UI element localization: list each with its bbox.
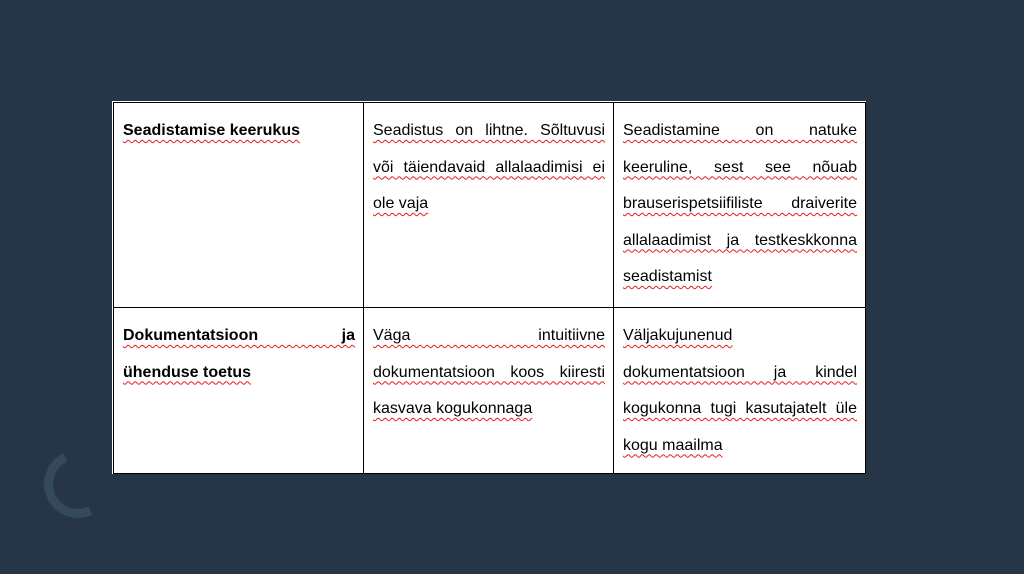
cell-text: Seadistamine on natuke keeruline, sest see nõuab brauserispetsiifiliste draiverite allalaadimist ja testkeskkonna seadistamist [623,122,857,285]
table-cell [614,103,866,308]
row-label-cell [114,308,364,474]
table-cell [364,103,614,308]
comparison-table-container [112,101,866,474]
row-label-cell [114,103,364,308]
cell-text: Seadistus on lihtne. Sõltuvusi või täiendavaid allalaadimisi ei ole vaja [373,122,605,212]
comparison-table [113,102,866,474]
table-cell [364,308,614,474]
cell-text: Väljakujunenud dokumentatsioon ja kindel kogukonna tugi kasutajatelt üle kogu maailma [623,327,857,454]
row-label: Dokumentatsioon ja ühenduse toetus [123,327,355,381]
row-label: Seadistamise keerukus [123,122,300,139]
decorative-arc-icon [34,440,121,527]
table-cell [614,308,866,474]
cell-text: Väga intuitiivne dokumentatsioon koos kiiresti kasvava kogukonnaga [373,327,605,417]
table-row [114,103,866,308]
table-row [114,308,866,474]
